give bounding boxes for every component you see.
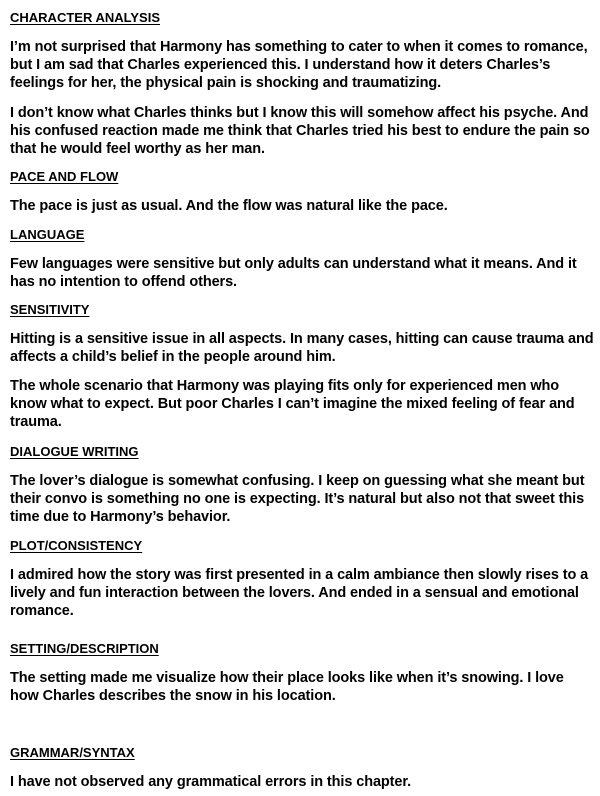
paragraph: The whole scenario that Harmony was playing fits only for experienced men who know what to expect. But poor Charles I can’t imagine the mixed feeling of fear and trauma. xyxy=(10,378,575,430)
paragraph: Few languages were sensitive but only adults can understand what it means. And it has no intention to offend others. xyxy=(10,256,577,290)
section-heading-pace-and-flow: PACE AND FLOW xyxy=(10,169,119,184)
paragraph: I’m not surprised that Harmony has something to cater to when it comes to romance, but I am sad that Charles experienced this. I understand how it deters Charles’s feelings for her, the physical pain is shocking and traumatizing. xyxy=(10,39,588,91)
paragraph: The pace is just as usual. And the flow was natural like the pace. xyxy=(10,198,448,214)
paragraph: The setting made me visualize how their place looks like when it’s snowing. I love how Charles describes the snow in his location. xyxy=(10,670,564,704)
section-heading-setting-description: SETTING/DESCRIPTION xyxy=(10,641,159,656)
section-heading-dialogue-writing: DIALOGUE WRITING xyxy=(10,444,139,459)
paragraph: Hitting is a sensitive issue in all aspects. In many cases, hitting can cause trauma and affects a child’s belief in the people around him. xyxy=(10,331,594,365)
section-heading-grammar-syntax: GRAMMAR/SYNTAX xyxy=(10,745,135,760)
section-heading-character-analysis: CHARACTER ANALYSIS xyxy=(10,10,160,25)
section-heading-language: LANGUAGE xyxy=(10,227,85,242)
paragraph: I admired how the story was first presented in a calm ambiance then slowly rises to a lively and fun interaction between the lovers. And ended in a sensual and emotional romance. xyxy=(10,567,589,619)
paragraph: The lover’s dialogue is somewhat confusing. I keep on guessing what she meant but their convo is something no one is expecting. It’s natural but also not that sweet this time due to Harmony’s behavior. xyxy=(10,473,585,525)
section-heading-sensitivity: SENSITIVITY xyxy=(10,302,90,317)
section-heading-plot-consistency: PLOT/CONSISTENCY xyxy=(10,538,143,553)
paragraph: I have not observed any grammatical errors in this chapter. xyxy=(10,774,412,790)
paragraph: I don’t know what Charles thinks but I know this will somehow affect his psyche. And his confused reaction made me think that Charles tried his best to endure the pain so that he would feel worthy as her man. xyxy=(10,105,590,157)
